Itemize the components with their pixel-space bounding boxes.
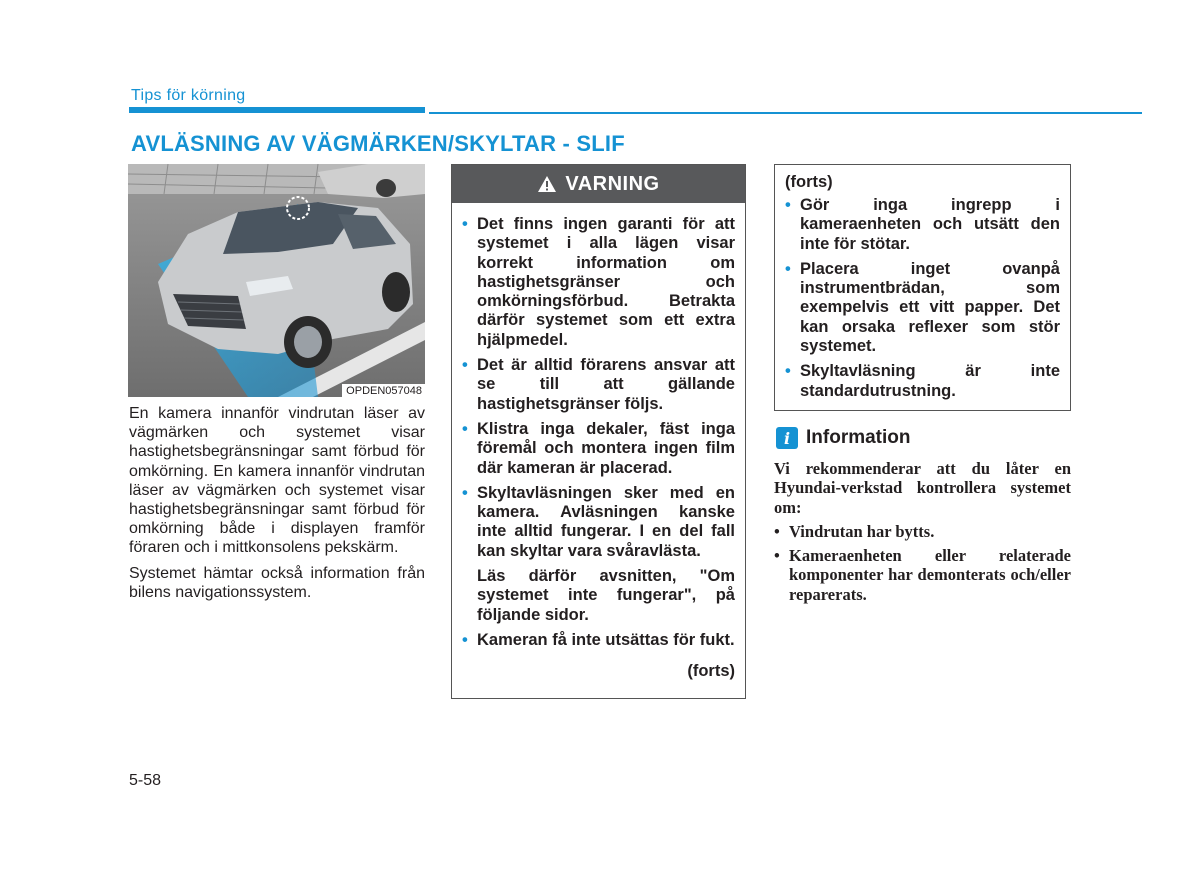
bullet-icon: • bbox=[774, 546, 780, 566]
warning-list-last bbox=[462, 631, 735, 650]
information-body bbox=[774, 459, 1071, 609]
page-number: 5-58 bbox=[129, 772, 162, 789]
bullet-icon: • bbox=[462, 356, 468, 375]
bullet-icon: • bbox=[785, 259, 791, 278]
list-item: • Kameraenheten eller relaterade komponenter har demonterats och/eller reparerats. bbox=[774, 546, 1071, 604]
info-icon: i bbox=[776, 427, 798, 449]
body-text bbox=[129, 404, 425, 608]
car-illustration-graphic bbox=[128, 164, 425, 397]
list-item: • Det finns ingen garanti för att systemet i alla lägen visar korrekt information om hastighetsgränser och omkörningsförbud. Betrakta därför systemet som ett extra hjälpmedel. bbox=[462, 215, 735, 349]
information-intro: Vi rekommenderar att du låter en Hyundai-verkstad kontrollera systemet om: bbox=[774, 459, 1071, 517]
information-title: Information bbox=[806, 427, 911, 448]
car-camera-illustration bbox=[128, 164, 425, 397]
list-item: • Kameran få inte utsättas för fukt. bbox=[462, 630, 735, 649]
header-rule-thin bbox=[429, 112, 1142, 114]
section-label: Tips för körning bbox=[131, 87, 246, 104]
bullet-icon: • bbox=[462, 483, 468, 502]
figure-code: OPDEN057048 bbox=[342, 384, 425, 397]
list-item: • Placera inget ovanpå instrumentbrädan, som exempelvis ett vitt papper. Det kan orsaka reflexer som stör systemet. bbox=[785, 259, 1060, 356]
page-title: AVLÄSNING AV VÄGMÄRKEN/SKYLTAR - SLIF bbox=[131, 131, 625, 156]
header-rule-thick bbox=[129, 107, 425, 113]
warning-header bbox=[452, 165, 745, 203]
continued-header: (forts) bbox=[785, 173, 833, 191]
body-paragraph: Systemet hämtar också information från bilens navigationssystem. bbox=[129, 564, 425, 601]
warning-title: VARNING bbox=[565, 172, 660, 195]
list-item: • Det är alltid förarens ansvar att se till att gällande hastighetsgränser följs. bbox=[462, 356, 735, 413]
bullet-icon: • bbox=[774, 521, 780, 541]
information-list bbox=[774, 522, 1071, 604]
list-item: • Gör inga ingrepp i kameraenheten och utsätt den inte för stötar. bbox=[785, 196, 1060, 253]
bullet-icon: • bbox=[785, 196, 791, 214]
warning-triangle-icon bbox=[537, 175, 557, 193]
warning-box bbox=[451, 164, 746, 699]
information-header bbox=[776, 427, 911, 449]
warning-sub-paragraph: Läs därför avsnitten, "Om systemet inte fungerar", på följande sidor. bbox=[477, 567, 735, 624]
continued-list bbox=[785, 196, 1060, 401]
list-item: • Vindrutan har bytts. bbox=[774, 521, 935, 541]
bullet-icon: • bbox=[462, 630, 468, 649]
list-item: • Skyltavläsningen sker med en kamera. Avläsningen kanske inte alltid fungerar. I en del fall kan skyltar vara svåravlästa. bbox=[462, 483, 735, 560]
continued-label: (forts) bbox=[687, 662, 735, 681]
body-paragraph: En kamera innanför vindrutan läser av vägmärken och systemet visar hastighetsbegränsningar samt förbud för omkörning. En kamera innanför vindrutan läser av vägmärken och systemet visar hastighetsbegränsningar samt förbud för omkörning både i displayen framför föraren och i mittkonsolens pekskärm. bbox=[129, 405, 425, 557]
bullet-icon: • bbox=[785, 362, 791, 381]
bullet-icon: • bbox=[462, 419, 468, 438]
warning-list bbox=[462, 215, 735, 561]
list-item: • Skyltavläsning är inte standardutrustning. bbox=[785, 362, 1060, 400]
continued-warning-box bbox=[774, 164, 1071, 411]
list-item: • Klistra inga dekaler, fäst inga föremål och montera ingen film där kameran är placerad. bbox=[462, 419, 735, 477]
bullet-icon: • bbox=[462, 215, 468, 233]
